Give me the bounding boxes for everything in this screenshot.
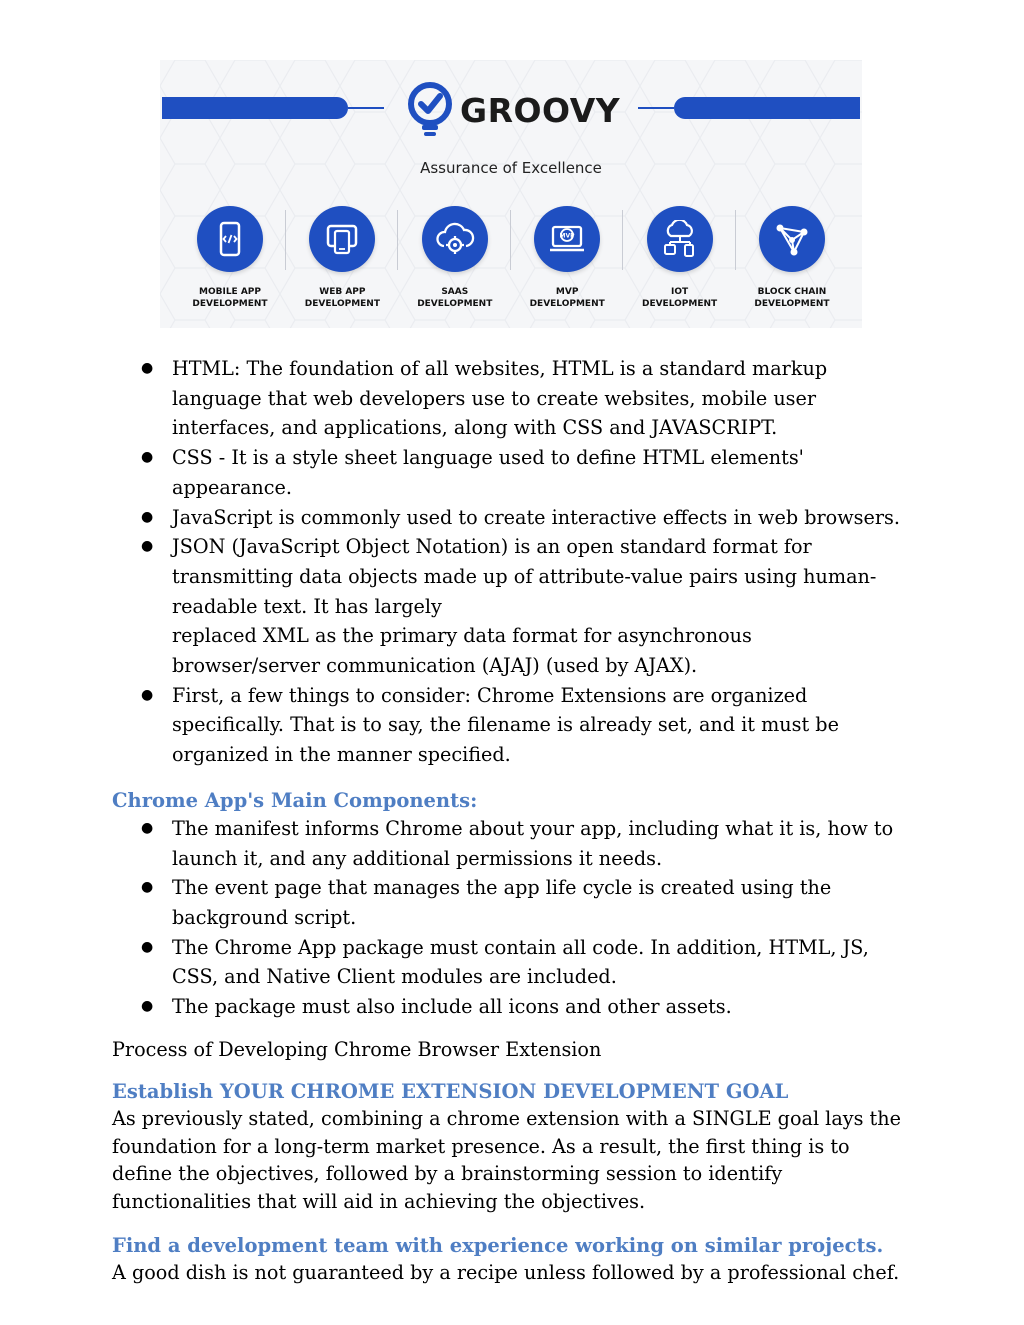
text-line: launch it, and any additional permissions it needs. [172, 846, 663, 870]
service-divider [397, 210, 398, 270]
service-item [405, 206, 505, 310]
list-item [112, 992, 922, 1022]
service-icon-circle [309, 206, 375, 272]
groovy-logo [406, 82, 620, 138]
blockchain-network-icon [772, 220, 812, 258]
service-list [180, 206, 842, 310]
text-line: language that web developers use to create websites, mobile user [172, 386, 817, 410]
text-line: functionalities that will aid in achieving the objectives. [112, 1189, 646, 1213]
text-line: ● The package must also include all icons and other assets. [172, 995, 732, 1019]
mobile-code-icon [211, 220, 249, 258]
text-line: browser/server communication (AJAJ) (used by AJAX). [172, 654, 698, 678]
service-item [180, 206, 280, 310]
text-line: A good dish is not guaranteed by a recipe unless followed by a professional chef. [112, 1261, 900, 1285]
list-item [112, 814, 922, 873]
service-icon-circle [534, 206, 600, 272]
service-divider [622, 210, 623, 270]
text-line: interfaces, and applications, along with CSS and JAVASCRIPT. [172, 416, 778, 440]
service-label: WEB APP DEVELOPMENT [304, 287, 380, 309]
service-item [292, 206, 392, 310]
service-icon-circle [647, 206, 713, 272]
service-item [742, 206, 842, 310]
text-line: ● HTML: The foundation of all websites, HTML is a standard markup [172, 357, 828, 380]
service-label: MOBILE APP DEVELOPMENT [192, 287, 268, 309]
service-label: MVP DEVELOPMENT [529, 287, 605, 309]
list-item [112, 532, 922, 681]
process-line: Process of Developing Chrome Browser Extension [112, 1037, 602, 1061]
text-line: foundation for a long-term market presence. As a result, the first thing is to [112, 1134, 850, 1158]
service-label: SAAS DEVELOPMENT [417, 287, 493, 309]
section-heading: Find a development team with experience working on similar projects. [112, 1234, 884, 1258]
service-item [517, 206, 617, 310]
text-line: As previously stated, combining a chrome extension with a SINGLE goal lays the [112, 1107, 901, 1131]
paragraph [112, 1259, 922, 1287]
paragraph [112, 1105, 922, 1215]
service-label: IOT DEVELOPMENT [641, 287, 718, 309]
text-line: appearance. [172, 475, 292, 499]
service-icon-circle [197, 206, 263, 272]
banner-line-right [638, 107, 674, 109]
list-item [112, 354, 922, 443]
groovy-banner [160, 60, 862, 328]
text-line: ● JSON (JavaScript Object Notation) is an open standard format for [172, 535, 812, 559]
text-line: define the objectives, followed by a brainstorming session to identify [112, 1162, 783, 1186]
svg-text:MVP: MVP [559, 232, 575, 240]
document-body [112, 354, 922, 1287]
service-icon-circle [422, 206, 488, 272]
banner-bar-left [162, 97, 348, 119]
service-label: BLOCK CHAIN DEVELOPMENT [754, 287, 830, 309]
service-divider [735, 210, 736, 270]
text-line: ● First, a few things to consider: Chrome Extensions are organized [172, 683, 808, 707]
text-line: ● The manifest informs Chrome about your app, including what it is, how to [172, 816, 894, 840]
banner-bar-right [674, 97, 860, 119]
section-heading: Establish YOUR CHROME EXTENSION DEVELOPMENT GOAL [112, 1080, 789, 1104]
text-line: specifically. That is to say, the filename is already set, and it must be [172, 713, 839, 737]
intro-list [112, 354, 922, 770]
list-item [112, 681, 922, 770]
section-heading: Chrome App's Main Components: [112, 788, 478, 812]
text-line: transmitting data objects made up of attribute-value pairs using human- [172, 564, 877, 588]
text-line: ● JavaScript is commonly used to create interactive effects in web browsers. [172, 505, 900, 529]
text-line: ● CSS - It is a style sheet language used to define HTML elements' [172, 446, 804, 470]
text-line: ● The Chrome App package must contain all code. In addition, HTML, JS, [172, 935, 869, 959]
text-line: readable text. It has largely [172, 594, 442, 618]
brand-name: GROOVY [460, 90, 621, 130]
tagline: Assurance of Excellence [420, 159, 602, 177]
list-item [112, 503, 922, 533]
service-item [630, 206, 730, 310]
text-line: organized in the manner specified. [172, 743, 511, 767]
service-icon-circle [759, 206, 825, 272]
list-item [112, 873, 922, 932]
text-line: background script. [172, 905, 357, 929]
iot-cloud-icon [660, 220, 700, 258]
list-item [112, 443, 922, 502]
web-app-icon [323, 220, 361, 258]
cloud-gear-icon [435, 220, 475, 258]
list-item [112, 933, 922, 992]
banner-line-left [348, 107, 384, 109]
lightbulb-check-icon [406, 82, 454, 138]
service-divider [510, 210, 511, 270]
text-line: CSS, and Native Client modules are included. [172, 965, 617, 989]
text-line: replaced XML as the primary data format for asynchronous [172, 624, 752, 648]
service-divider [285, 210, 286, 270]
text-line: ● The event page that manages the app life cycle is created using the [172, 876, 832, 900]
components-list [112, 814, 922, 1022]
mvp-laptop-icon [547, 220, 587, 258]
